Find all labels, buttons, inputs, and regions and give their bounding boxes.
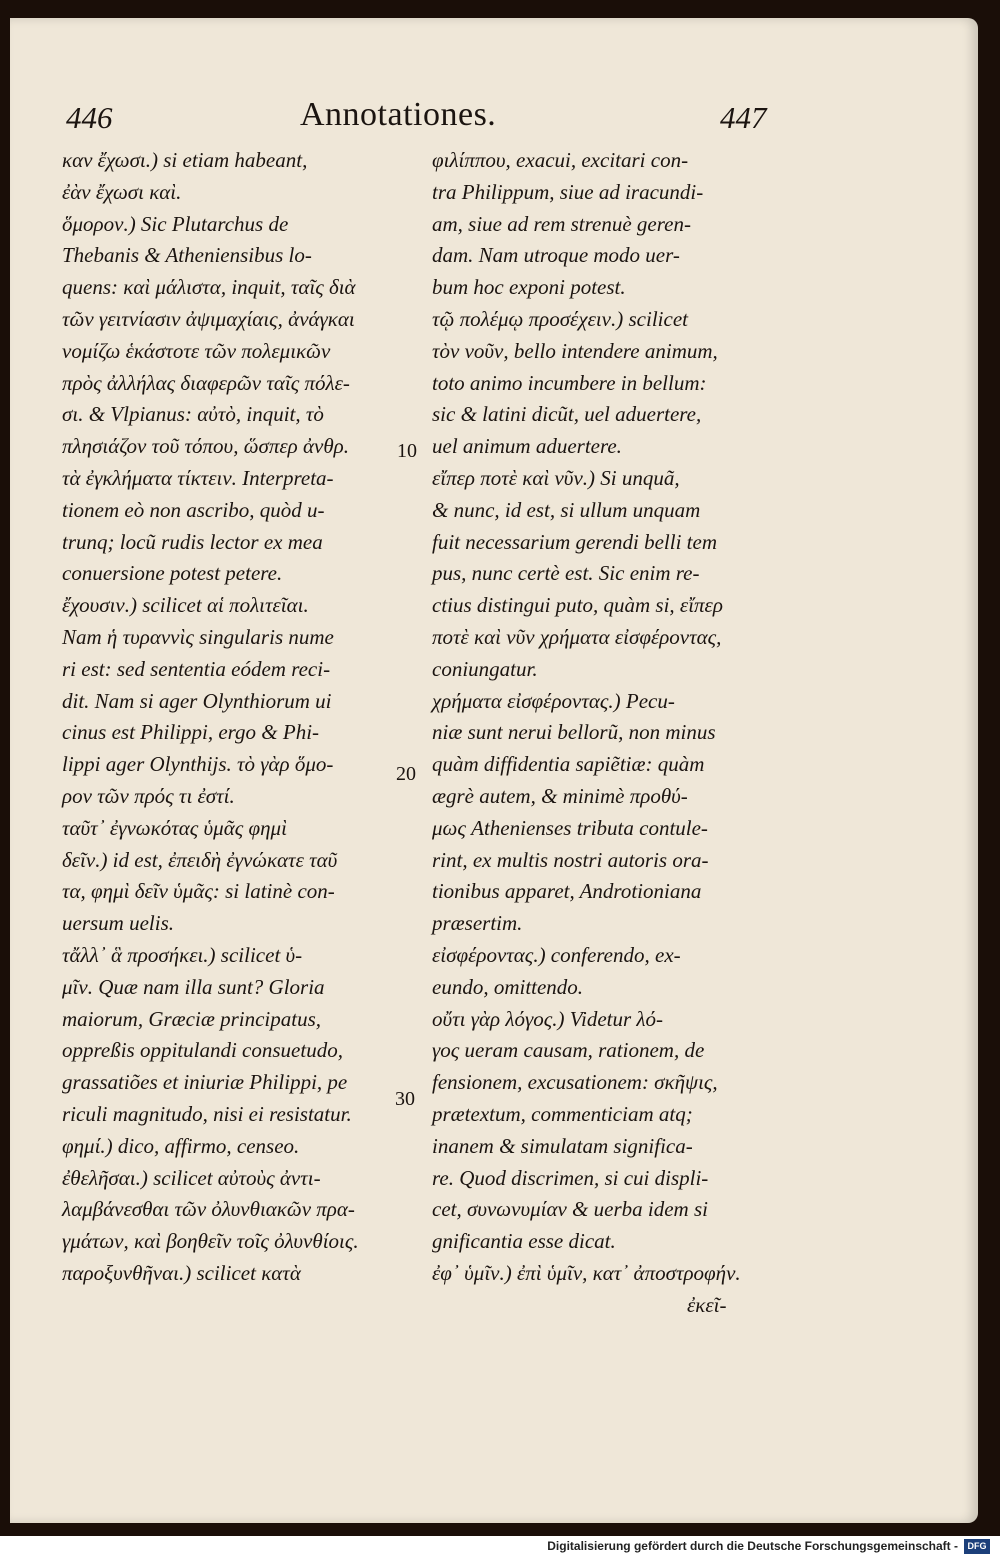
text-line: λαμβάνεσθαι τῶν ὀλυνθιακῶν πρα- — [62, 1197, 355, 1222]
dfg-logo-icon: DFG — [964, 1539, 990, 1554]
text-line: ri est: sed sententia eódem reci- — [62, 656, 331, 681]
text-line: καν ἔχωσι.) si etiam habeant, — [62, 148, 308, 172]
text-line: μῖν. Quæ nam illa sunt? Gloria — [62, 974, 325, 999]
running-title: Annotationes. — [300, 96, 497, 133]
text-line: νομίζω ἑκάστοτε τῶν πολεμικῶν — [62, 338, 331, 363]
text-line: coniungatur. — [432, 656, 538, 681]
text-line: niæ sunt nerui bellorũ, non minus — [432, 720, 716, 745]
text-line: τα, φημὶ δεῖν ὑμᾶς: si latinè con- — [62, 879, 335, 904]
text-line: τῷ πολέμῳ προσέχειν.) scilicet — [432, 306, 688, 331]
text-line: gnificantia esse dicat. — [432, 1229, 616, 1254]
text-line: τῶν γειτνίασιν ἀψιμαχίαις, ἀνάγκαι — [62, 306, 355, 331]
text-line: εἰσφέροντας.) conferendo, ex- — [432, 942, 681, 967]
text-line: lippi ager Olynthijs. τὸ γὰρ ὅμο- — [62, 752, 334, 777]
running-header — [0, 96, 1000, 142]
text-line: præsertim. — [432, 911, 523, 936]
text-line: trunq; locũ rudis lector ex mea — [62, 529, 323, 554]
text-line: quàm diffidentia sapiẽtiæ: quàm — [432, 752, 705, 777]
text-line: conuersione potest petere. — [62, 561, 283, 586]
text-line: μως Athenienses tributa contule- — [432, 815, 708, 840]
right-column — [432, 145, 768, 1321]
text-line: bum hoc exponi potest. — [432, 275, 626, 300]
text-line: fensionem, excusationem: σκῆψις, — [432, 1070, 718, 1095]
text-line: ægrè autem, & minimè προθύ- — [432, 783, 688, 808]
text-line: maiorum, Græciæ principatus, — [62, 1006, 322, 1031]
text-line: tra Philippum, siue ad iracundi- — [432, 179, 704, 204]
text-line: ὅμορον.) Sic Plutarchus de — [62, 211, 289, 236]
text-line: πλησιάζον τοῦ τόπου, ὥσπερ ἀνθρ. — [62, 434, 349, 459]
text-line: riculi magnitudo, nisi ei resistatur. — [62, 1101, 352, 1126]
text-line: uersum uelis. — [62, 911, 174, 936]
text-line: cet, συνωνυμίαν & uerba idem si — [432, 1197, 708, 1222]
text-line: παροξυνθῆναι.) scilicet κατὰ — [62, 1260, 301, 1285]
left-column — [62, 145, 397, 1290]
text-line: tionibus apparet, Androtioniana — [432, 879, 702, 904]
line-number-20: 20 — [396, 763, 416, 785]
line-number-30: 30 — [395, 1088, 415, 1110]
text-line: ρον τῶν πρός τι ἐστί. — [62, 783, 235, 808]
text-line: γμάτων, καὶ βοηθεῖν τοῖς ὀλυνθίοις. — [62, 1229, 359, 1254]
digitization-footer — [0, 1536, 1000, 1558]
line-number-10: 10 — [397, 440, 417, 462]
text-line: τὸν νοῦν, bello intendere animum, — [432, 338, 718, 363]
text-line: am, siue ad rem strenuè geren- — [432, 211, 691, 236]
text-line: σι. & Vlpianus: αὐτὸ, inquit, τὸ — [62, 402, 324, 427]
funding-notice: Digitalisierung gefördert durch die Deutsche Forschungsgemeinschaft - — [547, 1539, 958, 1553]
text-line: eundo, omittendo. — [432, 974, 584, 999]
text-line: pus, nunc certè est. Sic enim re- — [432, 561, 700, 586]
text-line: tionem eò non ascribo, quòd u- — [62, 497, 325, 522]
text-line: dam. Nam utroque modo uer- — [432, 243, 680, 268]
text-line: sic & latini dicũt, uel aduertere, — [432, 402, 702, 427]
page-number-right: 447 — [720, 100, 767, 135]
text-line: ποτὲ καὶ νῦν χρήματα εἰσφέροντας, — [432, 624, 722, 649]
text-line: inanem & simulatam significa- — [432, 1133, 693, 1158]
text-line: πρὸς ἀλλήλας διαφερῶν ταῖς πόλε- — [62, 370, 350, 395]
text-line: toto animo incumbere in bellum: — [432, 370, 707, 395]
text-line: εἴπερ ποτὲ καὶ νῦν.) Si unquã, — [432, 465, 680, 490]
text-line: Nam ἡ τυραννὶς singularis nume — [62, 624, 334, 649]
text-line: χρήματα εἰσφέροντας.) Pecu- — [432, 688, 675, 713]
text-line: prætextum, commenticiam atq; — [432, 1101, 693, 1126]
text-line: ctius distingui puto, quàm si, εἴπερ — [432, 593, 723, 618]
text-line: re. Quod discrimen, si cui displi- — [432, 1165, 709, 1190]
text-line: rint, ex multis nostri autoris ora- — [432, 847, 709, 872]
text-line: uel animum aduertere. — [432, 434, 622, 459]
text-line: τἄλλ᾽ ἃ προσήκει.) scilicet ὑ- — [62, 942, 303, 967]
text-line: δεῖν.) id est, ἐπειδὴ ἐγνώκατε ταῦ — [62, 847, 338, 872]
text-line: & nunc, id est, si ullum unquam — [432, 497, 701, 522]
text-line: ἔχουσιν.) scilicet αἱ πολιτεῖαι. — [62, 593, 309, 618]
text-line: ἐὰν ἔχωσι καὶ. — [62, 179, 182, 204]
page-number-left: 446 — [66, 100, 113, 135]
text-line: dit. Nam si ager Olynthiorum ui — [62, 688, 332, 713]
text-line: οὔτι γὰρ λόγος.) Videtur λό- — [432, 1006, 664, 1031]
catchword: ἐκεῖ- — [687, 1292, 727, 1317]
text-line: ταῦτ᾽ ἐγνωκότας ὑμᾶς φημὶ — [62, 815, 287, 840]
text-line: Thebanis & Atheniensibus lo- — [62, 243, 312, 268]
text-line: oppreßis oppitulandi consuetudo, — [62, 1038, 343, 1063]
text-line: fuit necessarium gerendi belli tem — [432, 529, 717, 554]
text-line: γος ueram causam, rationem, de — [432, 1038, 705, 1063]
text-line: quens: καὶ μάλιστα, inquit, ταῖς διὰ — [62, 275, 356, 300]
text-line: grassatiões et iniuriæ Philippi, pe — [62, 1070, 348, 1095]
text-line: φιλίππου, exacui, excitari con- — [432, 148, 689, 172]
text-line: ἐφ᾽ ὑμῖν.) ἐπὶ ὑμῖν, κατ᾽ ἀποστροφήν. — [432, 1260, 741, 1285]
text-line: τὰ ἐγκλήματα τίκτειν. Interpreta- — [62, 465, 334, 490]
text-line: φημί.) dico, affirmo, censeo. — [62, 1133, 300, 1158]
text-line: ἐθελῆσαι.) scilicet αὐτοὺς ἀντι- — [62, 1165, 321, 1190]
text-line: cinus est Philippi, ergo & Phi- — [62, 720, 320, 745]
